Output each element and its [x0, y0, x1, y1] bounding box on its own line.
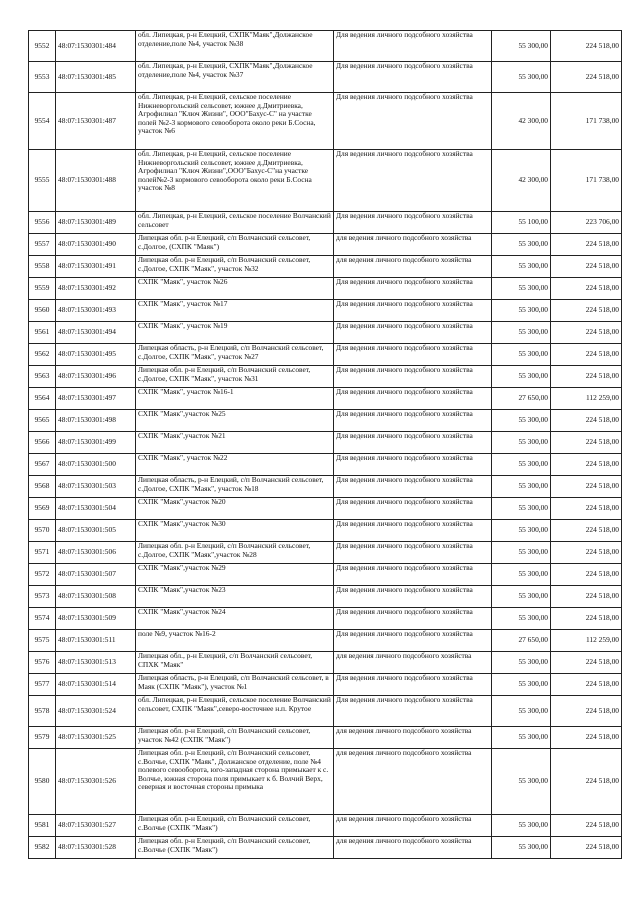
row-number-cell: 9566: [29, 432, 56, 454]
row-number-cell: 9564: [29, 388, 56, 410]
cadastral-number-cell: 48:07:1530301:525: [56, 727, 136, 749]
permitted-use-cell: Для ведения личного подсобного хозяйства: [334, 630, 492, 652]
row-number-cell: 9567: [29, 454, 56, 476]
cadastral-number-cell: 48:07:1530301:496: [56, 366, 136, 388]
cadastral-value-cell: 171 738,00: [551, 150, 622, 212]
row-number-cell: 9579: [29, 727, 56, 749]
table-row: [29, 674, 622, 696]
row-number-cell: 9562: [29, 344, 56, 366]
address-cell: Липецкая обл. р-н Елецкий, с/п Волчанский сельсовет, с.Долгое, СХПК "Маяк",участок №28: [136, 542, 334, 564]
row-number-cell: 9557: [29, 234, 56, 256]
permitted-use-cell: Для ведения личного подсобного хозяйства: [334, 520, 492, 542]
row-number-cell: 9552: [29, 31, 56, 62]
area-cell: 55 300,00: [492, 344, 551, 366]
area-cell: 55 300,00: [492, 749, 551, 815]
address-cell: СХПК "Маяк", участок №17: [136, 300, 334, 322]
cadastral-value-cell: 224 518,00: [551, 256, 622, 278]
permitted-use-cell: Для ведения личного подсобного хозяйства: [334, 212, 492, 234]
address-cell: Липецкая обл. р-н Елецкий, с/п Волчанский сельсовет, участок №42 (СХПК "Маяк"): [136, 727, 334, 749]
permitted-use-cell: для ведения личного подсобного хозяйства: [334, 234, 492, 256]
address-cell: СХПК "Маяк",участок №20: [136, 498, 334, 520]
row-number-cell: 9570: [29, 520, 56, 542]
cadastral-value-cell: 224 518,00: [551, 410, 622, 432]
cadastral-number-cell: 48:07:1530301:499: [56, 432, 136, 454]
cadastral-number-cell: 48:07:1530301:528: [56, 837, 136, 859]
cadastral-number-cell: 48:07:1530301:506: [56, 542, 136, 564]
area-cell: 55 300,00: [492, 564, 551, 586]
area-cell: 55 300,00: [492, 410, 551, 432]
cadastral-value-cell: 224 518,00: [551, 366, 622, 388]
cadastral-value-cell: 171 738,00: [551, 93, 622, 150]
area-cell: 55 100,00: [492, 212, 551, 234]
cadastral-value-cell: 224 518,00: [551, 432, 622, 454]
area-cell: 27 650,00: [492, 630, 551, 652]
area-cell: 55 300,00: [492, 608, 551, 630]
address-cell: СХПК "Маяк", участок №26: [136, 278, 334, 300]
cadastral-value-cell: 224 518,00: [551, 674, 622, 696]
cadastral-value-cell: 224 518,00: [551, 727, 622, 749]
cadastral-number-cell: 48:07:1530301:485: [56, 62, 136, 93]
cadastral-number-cell: 48:07:1530301:493: [56, 300, 136, 322]
table-row: [29, 410, 622, 432]
row-number-cell: 9580: [29, 749, 56, 815]
address-cell: обл. Липецкая, р-н Елецкий, сельское поселение Волчанский сельсовет, СХПК "Маяк",северо-восточнее н.п. Крутое: [136, 696, 334, 727]
table-row: [29, 454, 622, 476]
address-cell: СХПК "Маяк",участок №21: [136, 432, 334, 454]
cadastral-number-cell: 48:07:1530301:511: [56, 630, 136, 652]
table-row: [29, 727, 622, 749]
area-cell: 55 300,00: [492, 837, 551, 859]
cadastral-value-cell: 112 259,00: [551, 388, 622, 410]
row-number-cell: 9581: [29, 815, 56, 837]
cadastral-number-cell: 48:07:1530301:500: [56, 454, 136, 476]
address-cell: СХПК "Маяк", участок №22: [136, 454, 334, 476]
permitted-use-cell: Для ведения личного подсобного хозяйства: [334, 498, 492, 520]
address-cell: Липецкая обл., р-н Елецкий, с/п Волчанский сельсовет, СПХК "Маяк": [136, 652, 334, 674]
area-cell: 55 300,00: [492, 366, 551, 388]
permitted-use-cell: Для ведения личного подсобного хозяйства: [334, 31, 492, 62]
area-cell: 27 650,00: [492, 388, 551, 410]
area-cell: 55 300,00: [492, 696, 551, 727]
cadastral-value-cell: 224 518,00: [551, 300, 622, 322]
permitted-use-cell: Для ведения личного подсобного хозяйства: [334, 322, 492, 344]
address-cell: Липецкая область, р-н Елецкий, с/п Волчанский сельсовет, в Маяк (СХПК "Маяк"), участок №1: [136, 674, 334, 696]
row-number-cell: 9553: [29, 62, 56, 93]
table-row: [29, 586, 622, 608]
cadastral-value-cell: 224 518,00: [551, 454, 622, 476]
area-cell: 55 300,00: [492, 322, 551, 344]
permitted-use-cell: для ведения личного подсобного хозяйства: [334, 837, 492, 859]
area-cell: 55 300,00: [492, 300, 551, 322]
permitted-use-cell: для ведения личного подсобного хозяйства: [334, 815, 492, 837]
table-body: [29, 31, 622, 859]
area-cell: 55 300,00: [492, 674, 551, 696]
address-cell: Липецкая обл. р-н Елецкий, с/п Волчанский сельсовет, с.Долгое, СХПК "Маяк", участок №31: [136, 366, 334, 388]
row-number-cell: 9565: [29, 410, 56, 432]
table-row: [29, 520, 622, 542]
table-row: [29, 498, 622, 520]
permitted-use-cell: Для ведения личного подсобного хозяйства: [334, 476, 492, 498]
row-number-cell: 9569: [29, 498, 56, 520]
permitted-use-cell: Для ведения личного подсобного хозяйства: [334, 432, 492, 454]
cadastral-value-cell: 224 518,00: [551, 608, 622, 630]
address-cell: обл. Липецкая, р-н Елецкий, сельское поселение Нижневоргольский сельсовет, южнее д.Дмитриевка, Агрофилиал "Ключ Жизни",ООО"Бахус-С"на участке полей№2-3 кормового севооборота около реки Б.Сосна участок №8: [136, 150, 334, 212]
cadastral-number-cell: 48:07:1530301:490: [56, 234, 136, 256]
table-row: [29, 608, 622, 630]
table-row: [29, 542, 622, 564]
table-row: [29, 256, 622, 278]
table-row: [29, 749, 622, 815]
cadastral-number-cell: 48:07:1530301:514: [56, 674, 136, 696]
row-number-cell: 9559: [29, 278, 56, 300]
cadastral-number-cell: 48:07:1530301:509: [56, 608, 136, 630]
table-row: [29, 366, 622, 388]
permitted-use-cell: для ведения личного подсобного хозяйства: [334, 256, 492, 278]
permitted-use-cell: Для ведения личного подсобного хозяйства: [334, 410, 492, 432]
permitted-use-cell: Для ведения личного подсобного хозяйства: [334, 344, 492, 366]
row-number-cell: 9573: [29, 586, 56, 608]
table-row: [29, 322, 622, 344]
row-number-cell: 9575: [29, 630, 56, 652]
table-row: [29, 696, 622, 727]
cadastral-value-cell: 224 518,00: [551, 476, 622, 498]
address-cell: поле №9, участок №16-2: [136, 630, 334, 652]
area-cell: 55 300,00: [492, 520, 551, 542]
permitted-use-cell: Для ведения личного подсобного хозяйства: [334, 542, 492, 564]
area-cell: 55 300,00: [492, 256, 551, 278]
area-cell: 55 300,00: [492, 476, 551, 498]
row-number-cell: 9574: [29, 608, 56, 630]
cadastral-value-cell: 224 518,00: [551, 652, 622, 674]
cadastral-value-cell: 224 518,00: [551, 749, 622, 815]
address-cell: СХПК "Маяк",участок №25: [136, 410, 334, 432]
area-cell: 55 300,00: [492, 278, 551, 300]
table-row: [29, 815, 622, 837]
area-cell: 55 300,00: [492, 454, 551, 476]
cadastral-number-cell: 48:07:1530301:503: [56, 476, 136, 498]
row-number-cell: 9571: [29, 542, 56, 564]
table-row: [29, 31, 622, 62]
table-row: [29, 212, 622, 234]
address-cell: Липецкая обл. р-н Елецкий, с/п Волчанский сельсовет, с.Долгое, СХПК "Маяк", участок №32: [136, 256, 334, 278]
cadastral-value-cell: 224 518,00: [551, 278, 622, 300]
cadastral-number-cell: 48:07:1530301:491: [56, 256, 136, 278]
cadastral-number-cell: 48:07:1530301:487: [56, 93, 136, 150]
area-cell: 55 300,00: [492, 815, 551, 837]
address-cell: Липецкая обл. р-н Елецкий, с/п Волчанский сельсовет, с.Долгое, (СХПК "Маяк"): [136, 234, 334, 256]
address-cell: СХПК "Маяк",участок №29: [136, 564, 334, 586]
cadastral-value-cell: 224 518,00: [551, 344, 622, 366]
cadastral-number-cell: 48:07:1530301:524: [56, 696, 136, 727]
cadastral-value-cell: 224 518,00: [551, 520, 622, 542]
area-cell: 42 300,00: [492, 93, 551, 150]
area-cell: 55 300,00: [492, 62, 551, 93]
row-number-cell: 9563: [29, 366, 56, 388]
table-row: [29, 234, 622, 256]
area-cell: 55 300,00: [492, 31, 551, 62]
permitted-use-cell: Для ведения личного подсобного хозяйства: [334, 696, 492, 727]
cadastral-value-cell: 224 518,00: [551, 234, 622, 256]
address-cell: обл. Липецкая, р-н Елецкий, сельское поселение Волчанский сельсовет: [136, 212, 334, 234]
cadastral-value-cell: 224 518,00: [551, 498, 622, 520]
cadastral-value-cell: 224 518,00: [551, 815, 622, 837]
permitted-use-cell: для ведения личного подсобного хозяйства: [334, 652, 492, 674]
cadastral-number-cell: 48:07:1530301:495: [56, 344, 136, 366]
cadastral-value-cell: 224 518,00: [551, 696, 622, 727]
row-number-cell: 9568: [29, 476, 56, 498]
row-number-cell: 9554: [29, 93, 56, 150]
row-number-cell: 9578: [29, 696, 56, 727]
cadastral-number-cell: 48:07:1530301:505: [56, 520, 136, 542]
table-row: [29, 564, 622, 586]
area-cell: 55 300,00: [492, 542, 551, 564]
cadastral-number-cell: 48:07:1530301:484: [56, 31, 136, 62]
cadastral-number-cell: 48:07:1530301:513: [56, 652, 136, 674]
permitted-use-cell: Для ведения личного подсобного хозяйства: [334, 278, 492, 300]
permitted-use-cell: Для ведения личного подсобного хозяйства: [334, 366, 492, 388]
cadastral-value-cell: 224 518,00: [551, 564, 622, 586]
table-row: [29, 837, 622, 859]
area-cell: 42 300,00: [492, 150, 551, 212]
cadastral-value-cell: 224 518,00: [551, 322, 622, 344]
table-row: [29, 62, 622, 93]
row-number-cell: 9555: [29, 150, 56, 212]
address-cell: Липецкая обл. р-н Елецкий, с/п Волчанский сельсовет, с.Волчье (СХПК "Маяк"): [136, 837, 334, 859]
table-row: [29, 93, 622, 150]
table-row: [29, 344, 622, 366]
cadastral-number-cell: 48:07:1530301:526: [56, 749, 136, 815]
permitted-use-cell: Для ведения личного подсобного хозяйства: [334, 93, 492, 150]
permitted-use-cell: Для ведения личного подсобного хозяйства: [334, 586, 492, 608]
address-cell: СХПК "Маяк",участок №23: [136, 586, 334, 608]
table-row: [29, 278, 622, 300]
row-number-cell: 9561: [29, 322, 56, 344]
table-row: [29, 630, 622, 652]
cadastral-number-cell: 48:07:1530301:488: [56, 150, 136, 212]
document-page: [28, 30, 621, 859]
cadastral-number-cell: 48:07:1530301:527: [56, 815, 136, 837]
cadastral-number-cell: 48:07:1530301:508: [56, 586, 136, 608]
permitted-use-cell: Для ведения личного подсобного хозяйства: [334, 564, 492, 586]
address-cell: Липецкая обл. р-н Елецкий, с/п Волчанский сельсовет, с.Волчье, СХПК "Маяк", Должанское отделение, поле №4 полевого севооборота, юго-западная сторона примыкает к с. Волчье, южная сторона поля примыкает к б. Волчий Верх, северная и восточная стороны примыка: [136, 749, 334, 815]
cadastral-number-cell: 48:07:1530301:489: [56, 212, 136, 234]
cadastral-value-cell: 224 518,00: [551, 62, 622, 93]
address-cell: СХПК "Маяк", участок №19: [136, 322, 334, 344]
table-row: [29, 432, 622, 454]
address-cell: Липецкая обл. р-н Елецкий, с/п Волчанский сельсовет, с.Волчье (СХПК "Маяк"): [136, 815, 334, 837]
address-cell: обл. Липецкая, р-н Елецкий, сельское поселение Нижневоргольский сельсовет, южнее д.Дмитриевка, Агрофилиал "Ключ Жизни", ООО"Бахус-С" на участке полей №2-3 кормового севооборота около реки Б.Сосна, участок №6: [136, 93, 334, 150]
permitted-use-cell: для ведения личного подсобного хозяйства: [334, 727, 492, 749]
cadastral-value-cell: 224 518,00: [551, 837, 622, 859]
cadastral-number-cell: 48:07:1530301:497: [56, 388, 136, 410]
table-row: [29, 476, 622, 498]
permitted-use-cell: Для ведения личного подсобного хозяйства: [334, 608, 492, 630]
permitted-use-cell: для ведения личного подсобного хозяйства: [334, 749, 492, 815]
address-cell: СХПК "Маяк", участок №16-1: [136, 388, 334, 410]
cadastral-number-cell: 48:07:1530301:504: [56, 498, 136, 520]
permitted-use-cell: Для ведения личного подсобного хозяйства: [334, 454, 492, 476]
address-cell: обл. Липецкая, р-н Елецкий, СХПК"Маяк",Должанское отделение,поле №4, участок №38: [136, 31, 334, 62]
cadastral-value-cell: 223 706,00: [551, 212, 622, 234]
area-cell: 55 300,00: [492, 652, 551, 674]
address-cell: СХПК "Маяк",участок №24: [136, 608, 334, 630]
cadastral-value-cell: 224 518,00: [551, 542, 622, 564]
cadastral-number-cell: 48:07:1530301:492: [56, 278, 136, 300]
area-cell: 55 300,00: [492, 586, 551, 608]
permitted-use-cell: Для ведения личного подсобного хозяйства: [334, 62, 492, 93]
cadastral-number-cell: 48:07:1530301:494: [56, 322, 136, 344]
table-row: [29, 388, 622, 410]
table-row: [29, 150, 622, 212]
row-number-cell: 9572: [29, 564, 56, 586]
area-cell: 55 300,00: [492, 498, 551, 520]
table-row: [29, 652, 622, 674]
row-number-cell: 9560: [29, 300, 56, 322]
permitted-use-cell: Для ведения личного подсобного хозяйства: [334, 674, 492, 696]
row-number-cell: 9577: [29, 674, 56, 696]
area-cell: 55 300,00: [492, 432, 551, 454]
area-cell: 55 300,00: [492, 727, 551, 749]
cadastral-number-cell: 48:07:1530301:507: [56, 564, 136, 586]
row-number-cell: 9576: [29, 652, 56, 674]
land-plots-table: [28, 30, 622, 859]
address-cell: Липецкая область, р-н Елецкий, с/п Волчанский сельсовет, с.Долгое, СХПК "Маяк", участок №27: [136, 344, 334, 366]
address-cell: СХПК "Маяк",участок №30: [136, 520, 334, 542]
row-number-cell: 9558: [29, 256, 56, 278]
cadastral-value-cell: 224 518,00: [551, 31, 622, 62]
cadastral-value-cell: 224 518,00: [551, 586, 622, 608]
row-number-cell: 9556: [29, 212, 56, 234]
permitted-use-cell: Для ведения личного подсобного хозяйства: [334, 388, 492, 410]
cadastral-number-cell: 48:07:1530301:498: [56, 410, 136, 432]
address-cell: Липецкая область, р-н Елецкий, с/п Волчанский сельсовет, с.Долгое, СХПК "Маяк", участок №18: [136, 476, 334, 498]
area-cell: 55 300,00: [492, 234, 551, 256]
cadastral-value-cell: 112 259,00: [551, 630, 622, 652]
permitted-use-cell: Для ведения личного подсобного хозяйства: [334, 300, 492, 322]
table-row: [29, 300, 622, 322]
address-cell: обл. Липецкая, р-н Елецкий, СХПК"Маяк",Должанское отделение,поле №4, участок №37: [136, 62, 334, 93]
row-number-cell: 9582: [29, 837, 56, 859]
permitted-use-cell: Для ведения личного подсобного хозяйства: [334, 150, 492, 212]
